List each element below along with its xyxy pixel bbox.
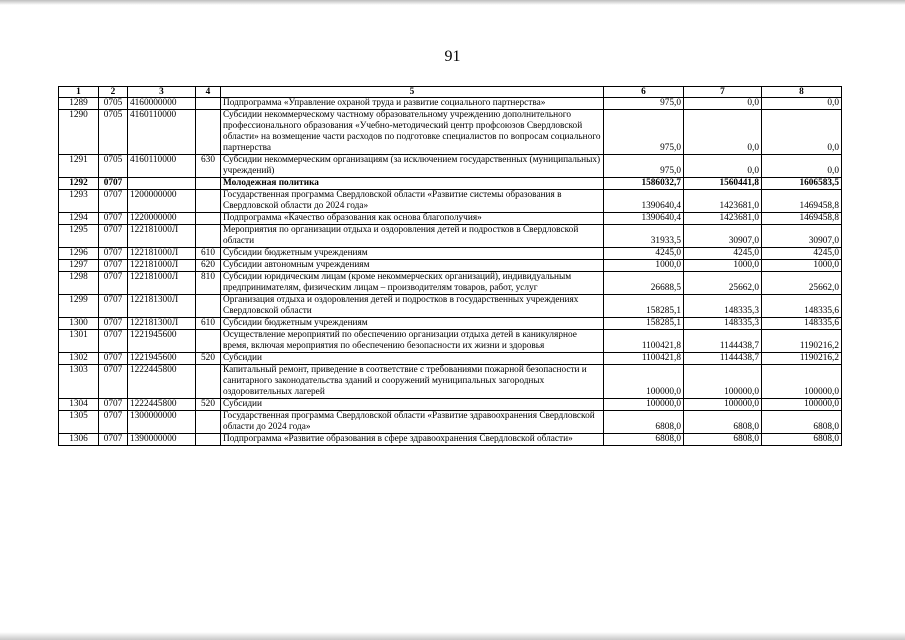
expense-type-cell xyxy=(196,190,221,213)
amount-year2-cell: 100000,0 xyxy=(684,399,762,411)
amount-year3-cell: 100000,0 xyxy=(762,399,842,411)
item-name-cell: Организация отдыха и оздоровления детей и подростков в государственных учреждениях Свердловской области xyxy=(221,295,604,318)
target-article-cell: 1300000000 xyxy=(128,411,196,434)
item-name-cell: Субсидии бюджетным учреждениям xyxy=(221,248,604,260)
table-row xyxy=(59,213,842,225)
header-col-4: 4 xyxy=(196,87,221,98)
expense-type-cell xyxy=(196,213,221,225)
target-article-cell: 1220000000 xyxy=(128,213,196,225)
section-code-cell: 0707 xyxy=(99,295,128,318)
table-row xyxy=(59,411,842,434)
amount-year2-cell: 0,0 xyxy=(684,110,762,155)
item-name-cell: Государственная программа Свердловской области «Развитие здравоохранения Свердловской области до 2024 года» xyxy=(221,411,604,434)
expense-type-cell: 520 xyxy=(196,353,221,365)
expense-type-cell xyxy=(196,110,221,155)
row-number-cell: 1300 xyxy=(59,318,99,330)
section-code-cell: 0707 xyxy=(99,178,128,190)
amount-year2-cell: 1423681,0 xyxy=(684,213,762,225)
amount-year1-cell: 1390640,4 xyxy=(604,213,684,225)
header-col-6: 6 xyxy=(604,87,684,98)
row-number-cell: 1294 xyxy=(59,213,99,225)
amount-year1-cell: 100000,0 xyxy=(604,399,684,411)
table-header-row xyxy=(59,87,842,98)
amount-year1-cell: 26688,5 xyxy=(604,272,684,295)
page-number: 91 xyxy=(444,48,461,65)
expense-type-cell: 810 xyxy=(196,272,221,295)
target-article-cell: 4160000000 xyxy=(128,98,196,110)
table-row xyxy=(59,178,842,190)
expense-type-cell xyxy=(196,98,221,110)
amount-year2-cell: 30907,0 xyxy=(684,225,762,248)
table-row xyxy=(59,190,842,213)
section-code-cell: 0707 xyxy=(99,365,128,399)
row-number-cell: 1289 xyxy=(59,98,99,110)
header-col-1: 1 xyxy=(59,87,99,98)
amount-year3-cell: 6808,0 xyxy=(762,411,842,434)
amount-year3-cell: 1000,0 xyxy=(762,260,842,272)
row-number-cell: 1295 xyxy=(59,225,99,248)
table-row xyxy=(59,399,842,411)
amount-year2-cell: 1000,0 xyxy=(684,260,762,272)
amount-year3-cell: 0,0 xyxy=(762,155,842,178)
amount-year2-cell: 0,0 xyxy=(684,98,762,110)
budget-table xyxy=(58,86,842,446)
item-name-cell: Подпрограмма «Управление охраной труда и развитие социального партнерства» xyxy=(221,98,604,110)
amount-year1-cell: 1586032,7 xyxy=(604,178,684,190)
header-col-7: 7 xyxy=(684,87,762,98)
target-article-cell: 122181000Л xyxy=(128,260,196,272)
item-name-cell: Осуществление мероприятий по обеспечению организации отдыха детей в каникулярное время, включая мероприятия по обеспечению безопасности их жизни и здоровья xyxy=(221,330,604,353)
target-article-cell: 122181000Л xyxy=(128,248,196,260)
row-number-cell: 1301 xyxy=(59,330,99,353)
amount-year3-cell: 0,0 xyxy=(762,98,842,110)
section-code-cell: 0707 xyxy=(99,399,128,411)
amount-year3-cell: 1606583,5 xyxy=(762,178,842,190)
item-name-cell: Субсидии некоммерческим организациям (за исключением государственных (муниципальных) учреждений) xyxy=(221,155,604,178)
section-code-cell: 0707 xyxy=(99,213,128,225)
amount-year1-cell: 1100421,8 xyxy=(604,330,684,353)
amount-year1-cell: 975,0 xyxy=(604,98,684,110)
amount-year1-cell: 6808,0 xyxy=(604,434,684,446)
table-body xyxy=(59,98,842,446)
amount-year3-cell: 100000,0 xyxy=(762,365,842,399)
section-code-cell: 0707 xyxy=(99,353,128,365)
amount-year2-cell: 1144438,7 xyxy=(684,330,762,353)
table-row xyxy=(59,98,842,110)
amount-year3-cell: 6808,0 xyxy=(762,434,842,446)
header-col-5: 5 xyxy=(221,87,604,98)
amount-year1-cell: 975,0 xyxy=(604,110,684,155)
row-number-cell: 1292 xyxy=(59,178,99,190)
target-article-cell: 4160110000 xyxy=(128,155,196,178)
table-row xyxy=(59,260,842,272)
target-article-cell: 122181000Л xyxy=(128,225,196,248)
table-row xyxy=(59,225,842,248)
expense-type-cell: 610 xyxy=(196,248,221,260)
amount-year3-cell: 148335,6 xyxy=(762,295,842,318)
amount-year2-cell: 100000,0 xyxy=(684,365,762,399)
target-article-cell: 122181000Л xyxy=(128,272,196,295)
expense-type-cell: 520 xyxy=(196,399,221,411)
table-row xyxy=(59,248,842,260)
section-code-cell: 0707 xyxy=(99,272,128,295)
amount-year3-cell: 30907,0 xyxy=(762,225,842,248)
amount-year1-cell: 1100421,8 xyxy=(604,353,684,365)
expense-type-cell: 620 xyxy=(196,260,221,272)
amount-year2-cell: 1560441,8 xyxy=(684,178,762,190)
header-col-2: 2 xyxy=(99,87,128,98)
expense-type-cell xyxy=(196,411,221,434)
amount-year1-cell: 1000,0 xyxy=(604,260,684,272)
row-number-cell: 1296 xyxy=(59,248,99,260)
amount-year3-cell: 1469458,8 xyxy=(762,190,842,213)
row-number-cell: 1303 xyxy=(59,365,99,399)
section-code-cell: 0705 xyxy=(99,110,128,155)
item-name-cell: Субсидии автономным учреждениям xyxy=(221,260,604,272)
section-code-cell: 0707 xyxy=(99,190,128,213)
amount-year2-cell: 25662,0 xyxy=(684,272,762,295)
table-row xyxy=(59,110,842,155)
target-article-cell: 1221945600 xyxy=(128,353,196,365)
target-article-cell: 122181300Л xyxy=(128,318,196,330)
amount-year3-cell: 25662,0 xyxy=(762,272,842,295)
target-article-cell: 1390000000 xyxy=(128,434,196,446)
amount-year3-cell: 4245,0 xyxy=(762,248,842,260)
item-name-cell: Подпрограмма «Качество образования как основа благополучия» xyxy=(221,213,604,225)
amount-year2-cell: 4245,0 xyxy=(684,248,762,260)
row-number-cell: 1302 xyxy=(59,353,99,365)
section-code-cell: 0707 xyxy=(99,434,128,446)
expense-type-cell xyxy=(196,330,221,353)
item-name-cell: Субсидии xyxy=(221,353,604,365)
target-article-cell: 122181300Л xyxy=(128,295,196,318)
section-code-cell: 0707 xyxy=(99,330,128,353)
item-name-cell: Подпрограмма «Развитие образования в сфере здравоохранения Свердловской области» xyxy=(221,434,604,446)
amount-year1-cell: 100000,0 xyxy=(604,365,684,399)
target-article-cell: 1222445800 xyxy=(128,365,196,399)
table-row xyxy=(59,295,842,318)
row-number-cell: 1298 xyxy=(59,272,99,295)
section-code-cell: 0707 xyxy=(99,225,128,248)
item-name-cell: Государственная программа Свердловской области «Развитие системы образования в Свердловской области до 2024 года» xyxy=(221,190,604,213)
amount-year2-cell: 6808,0 xyxy=(684,434,762,446)
item-name-cell: Субсидии бюджетным учреждениям xyxy=(221,318,604,330)
section-code-cell: 0705 xyxy=(99,98,128,110)
target-article-cell: 1200000000 xyxy=(128,190,196,213)
amount-year1-cell: 1390640,4 xyxy=(604,190,684,213)
row-number-cell: 1293 xyxy=(59,190,99,213)
amount-year1-cell: 4245,0 xyxy=(604,248,684,260)
table-row xyxy=(59,434,842,446)
amount-year3-cell: 148335,6 xyxy=(762,318,842,330)
page-edge-shadow-top xyxy=(0,0,905,5)
amount-year2-cell: 1144438,7 xyxy=(684,353,762,365)
amount-year1-cell: 6808,0 xyxy=(604,411,684,434)
row-number-cell: 1291 xyxy=(59,155,99,178)
amount-year1-cell: 975,0 xyxy=(604,155,684,178)
expense-type-cell xyxy=(196,295,221,318)
expense-type-cell xyxy=(196,365,221,399)
expense-type-cell: 610 xyxy=(196,318,221,330)
expense-type-cell xyxy=(196,178,221,190)
amount-year3-cell: 1190216,2 xyxy=(762,353,842,365)
item-name-cell: Мероприятия по организации отдыха и оздоровления детей и подростков в Свердловской области xyxy=(221,225,604,248)
row-number-cell: 1305 xyxy=(59,411,99,434)
row-number-cell: 1299 xyxy=(59,295,99,318)
amount-year3-cell: 1469458,8 xyxy=(762,213,842,225)
row-number-cell: 1290 xyxy=(59,110,99,155)
page-edge-shadow-bottom xyxy=(0,632,905,640)
target-article-cell: 1221945600 xyxy=(128,330,196,353)
table-row xyxy=(59,318,842,330)
table-row xyxy=(59,272,842,295)
item-name-cell: Капитальный ремонт, приведение в соответствие с требованиями пожарной безопасности и санитарного законодательства зданий и сооружений муниципальных загородных оздоровительных лагерей xyxy=(221,365,604,399)
table-row xyxy=(59,365,842,399)
item-name-cell: Субсидии некоммерческому частному образовательному учреждению дополнительного профессионального образования «Учебно-методический центр профсоюзов Свердловской области» на возмещение части расходов по подготовке специалистов по вопросам социального партнерства xyxy=(221,110,604,155)
table-row xyxy=(59,330,842,353)
target-article-cell xyxy=(128,178,196,190)
section-code-cell: 0705 xyxy=(99,155,128,178)
amount-year1-cell: 158285,1 xyxy=(604,318,684,330)
amount-year3-cell: 0,0 xyxy=(762,110,842,155)
item-name-cell: Субсидии юридическим лицам (кроме некоммерческих организаций), индивидуальным предпринимателям, физическим лицам – производителям товаров, работ, услуг xyxy=(221,272,604,295)
header-col-3: 3 xyxy=(128,87,196,98)
target-article-cell: 1222445800 xyxy=(128,399,196,411)
amount-year3-cell: 1190216,2 xyxy=(762,330,842,353)
section-code-cell: 0707 xyxy=(99,248,128,260)
table-row xyxy=(59,353,842,365)
item-name-cell: Субсидии xyxy=(221,399,604,411)
section-code-cell: 0707 xyxy=(99,318,128,330)
amount-year2-cell: 148335,3 xyxy=(684,295,762,318)
amount-year2-cell: 148335,3 xyxy=(684,318,762,330)
row-number-cell: 1297 xyxy=(59,260,99,272)
table-row xyxy=(59,155,842,178)
expense-type-cell: 630 xyxy=(196,155,221,178)
amount-year1-cell: 158285,1 xyxy=(604,295,684,318)
amount-year2-cell: 1423681,0 xyxy=(684,190,762,213)
section-code-cell: 0707 xyxy=(99,260,128,272)
row-number-cell: 1306 xyxy=(59,434,99,446)
amount-year2-cell: 6808,0 xyxy=(684,411,762,434)
target-article-cell: 4160110000 xyxy=(128,110,196,155)
section-code-cell: 0707 xyxy=(99,411,128,434)
item-name-cell: Молодежная политика xyxy=(221,178,604,190)
expense-type-cell xyxy=(196,434,221,446)
expense-type-cell xyxy=(196,225,221,248)
header-col-8: 8 xyxy=(762,87,842,98)
amount-year2-cell: 0,0 xyxy=(684,155,762,178)
row-number-cell: 1304 xyxy=(59,399,99,411)
amount-year1-cell: 31933,5 xyxy=(604,225,684,248)
